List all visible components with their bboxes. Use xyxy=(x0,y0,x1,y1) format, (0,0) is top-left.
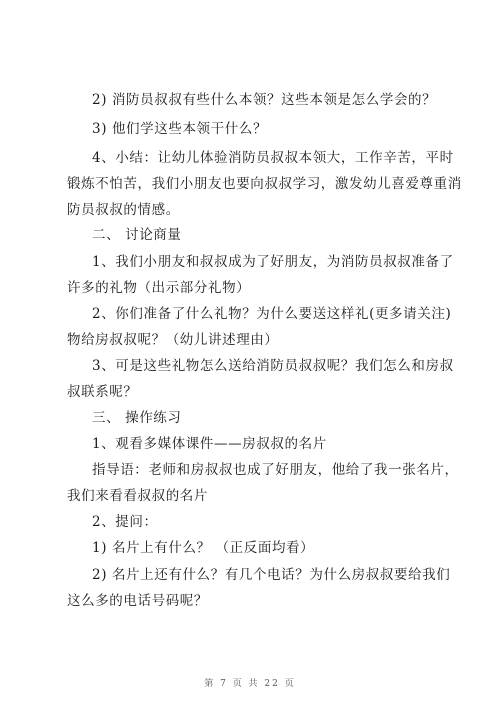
text-line: 防员叔叔的情感。 xyxy=(67,202,180,218)
text-line: 指导语：老师和房叔叔也成了好朋友，他给了我一张名片， xyxy=(92,462,459,478)
text-line: 物给房叔叔呢？（幼儿讲述理由） xyxy=(67,332,279,348)
section-heading: 二、 讨论商量 xyxy=(92,227,182,243)
text-line: 2) 名片上还有什么？有几个电话？为什么房叔叔要给我们 xyxy=(92,567,451,583)
text-line: 锻炼不怕苦，我们小朋友也要向叔叔学习，激发幼儿喜爱尊重消 xyxy=(67,176,462,192)
text-line: 2) 消防员叔叔有些什么本领？这些本领是怎么学会的？ xyxy=(92,92,437,108)
section-heading: 三、 操作练习 xyxy=(92,410,182,426)
text-line: 2、你们准备了什么礼物？为什么要送这样礼(更多请关注) xyxy=(92,306,452,322)
text-line: 1、我们小朋友和叔叔成为了好朋友，为消防员叔叔准备了 xyxy=(92,254,454,270)
text-line: 1) 名片上有什么？ （正反面均看） xyxy=(92,540,315,556)
text-line: 1、观看多媒体课件——房叔叔的名片 xyxy=(92,436,327,452)
text-line: 这么多的电话号码呢？ xyxy=(67,593,208,609)
text-line: 3) 他们学这些本领干什么？ xyxy=(92,121,268,137)
text-line: 2、提问： xyxy=(92,514,158,530)
text-line: 3、可是这些礼物怎么送给消防员叔叔呢？我们怎么和房叔 xyxy=(92,358,454,374)
text-line: 4、小结：让幼儿体验消防员叔叔本领大，工作辛苦，平时 xyxy=(92,150,454,166)
text-line: 许多的礼物（出示部分礼物） xyxy=(67,280,251,296)
text-line: 叔联系呢？ xyxy=(67,384,138,400)
text-line: 我们来看看叔叔的名片 xyxy=(67,488,208,504)
page-footer: 第 7 页 共 22 页 xyxy=(204,679,296,689)
